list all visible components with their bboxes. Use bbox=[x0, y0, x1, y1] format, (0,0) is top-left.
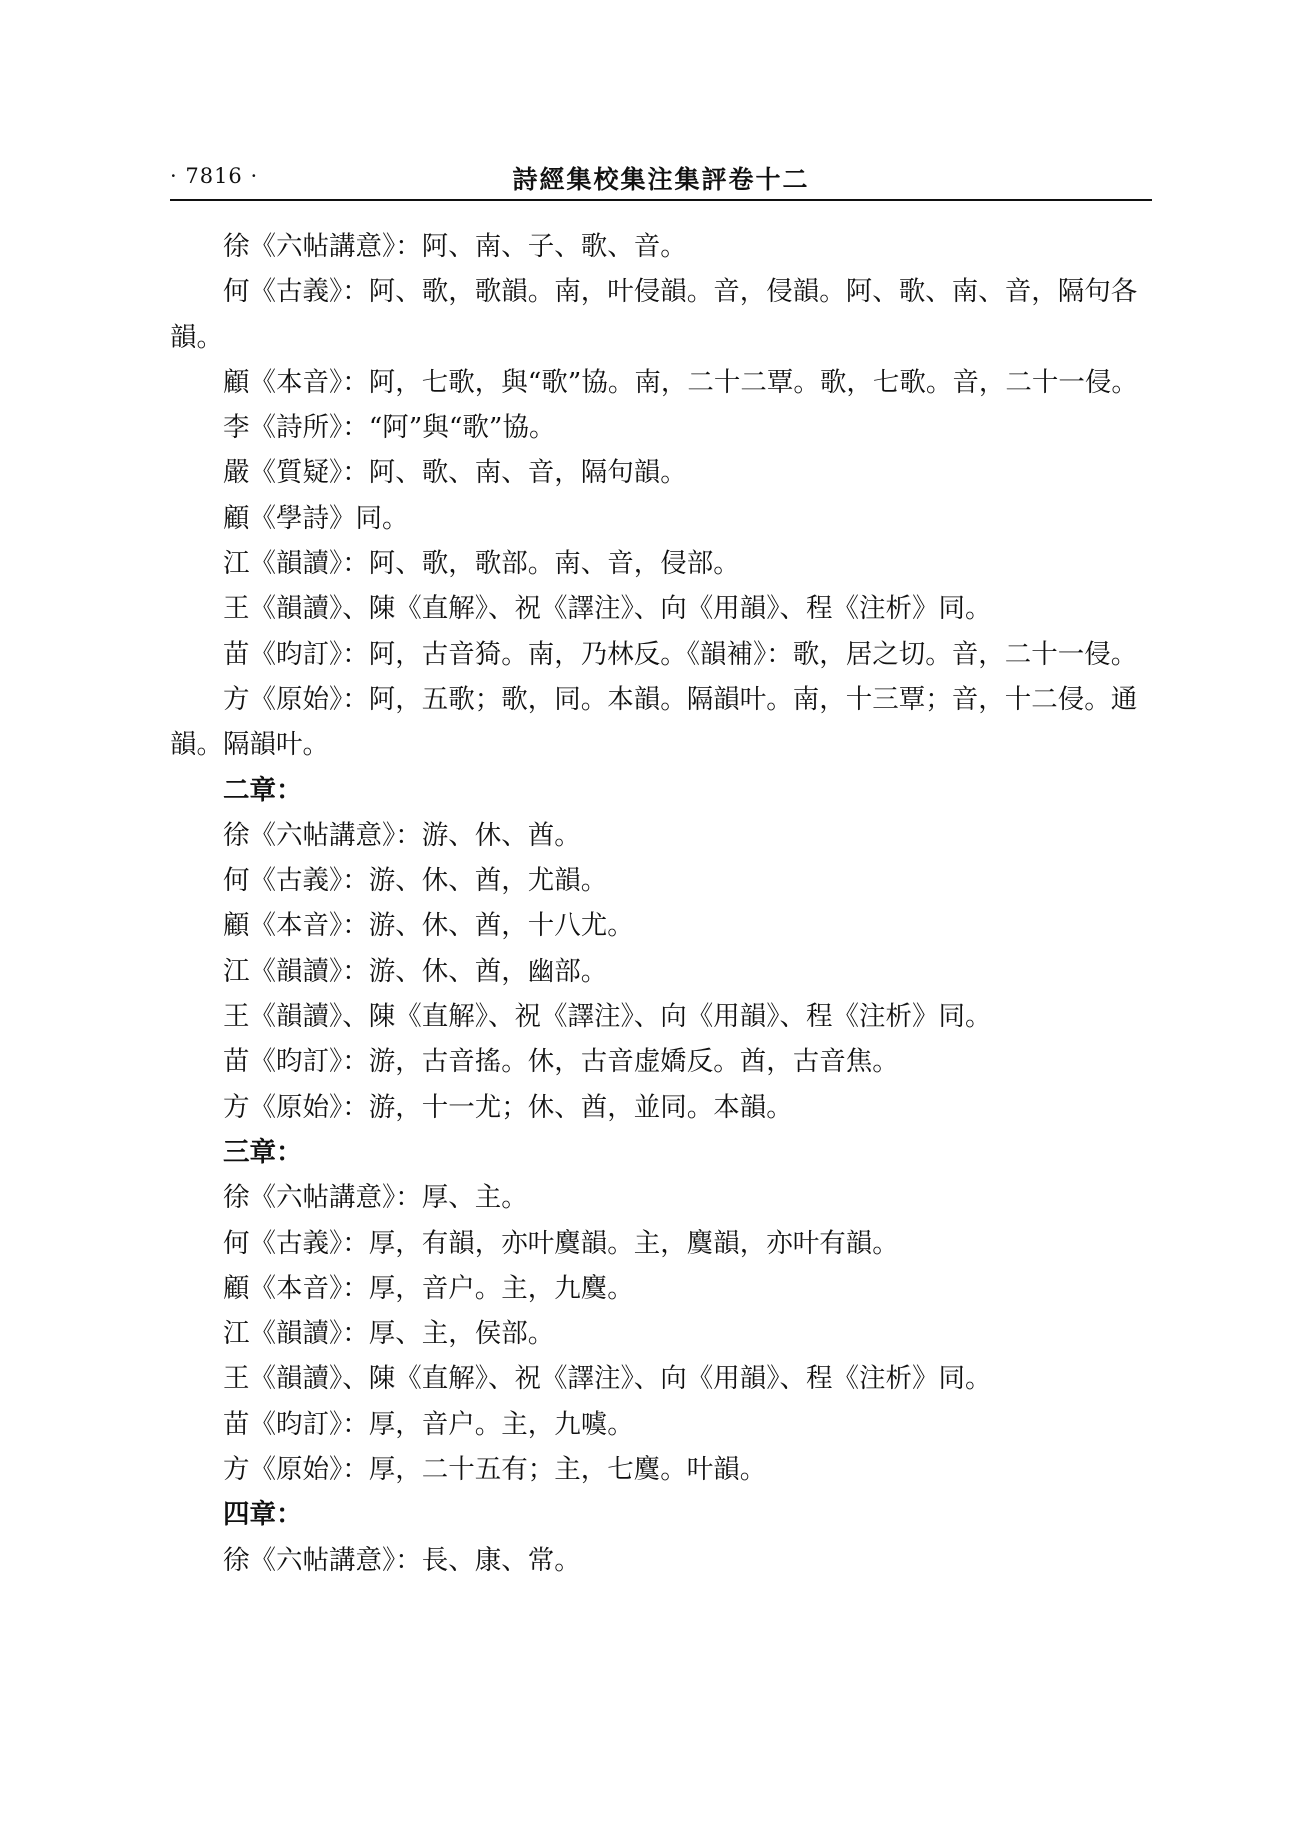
paragraph: 嚴《質疑》：阿、歌、南、音，隔句韻。 bbox=[223, 457, 687, 489]
paragraph: 苗《昀訂》：厚，音户。主，九噳。 bbox=[223, 1408, 634, 1440]
paragraph: 何《古義》：厚，有韻，亦叶麌韻。主，麌韻，亦叶有韻。 bbox=[223, 1227, 899, 1259]
paragraph: 徐《六帖講意》：厚、主。 bbox=[223, 1182, 528, 1214]
running-title: 詩經集校集注集評卷十二 bbox=[512, 165, 810, 194]
paragraph: 徐《六帖講意》：阿、南、子、歌、音。 bbox=[223, 231, 687, 262]
paragraph: 徐《六帖講意》：長、康、常。 bbox=[223, 1544, 581, 1576]
paragraph: 江《韻讀》：厚、主，侯部。 bbox=[223, 1318, 555, 1350]
paragraph: 方《原始》：游，十一尤；休、酋，並同。本韻。 bbox=[223, 1091, 793, 1123]
paragraph: 顧《本音》：阿，七歌，與“歌”協。南，二十二覃。歌，七歌。音，二十一侵。 bbox=[223, 366, 1138, 398]
paragraph: 王《韻讀》、陳《直解》、祝《譯注》、向《用韻》、程《注析》同。 bbox=[223, 593, 992, 625]
paragraph: 何《古義》：游、休、酋，尤韻。 bbox=[223, 865, 608, 897]
section-heading: 二章： bbox=[223, 774, 303, 806]
paragraph: 顧《本音》：厚，音户。主，九麌。 bbox=[223, 1272, 634, 1304]
paragraph: 苗《昀訂》：阿，古音猗。南，乃林反。《韻補》：歌，居之切。音，二十一侵。 bbox=[223, 638, 1138, 670]
paragraph: 王《韻讀》、陳《直解》、祝《譯注》、向《用韻》、程《注析》同。 bbox=[223, 1001, 992, 1033]
section-heading: 四章： bbox=[223, 1499, 303, 1531]
paragraph: 何《古義》：阿、歌，歌韻。南，叶侵韻。音，侵韻。阿、歌、南、音，隔句各韻。 bbox=[170, 276, 1138, 353]
paragraph: 苗《昀訂》：游，古音搖。休，古音虚嬌反。酋，古音焦。 bbox=[223, 1046, 899, 1078]
section-heading: 三章： bbox=[223, 1136, 303, 1168]
paragraph: 方《原始》：厚，二十五有；主，七麌。叶韻。 bbox=[223, 1454, 767, 1486]
header-rule bbox=[170, 199, 1152, 201]
page-body bbox=[170, 224, 1152, 1583]
page-header bbox=[170, 158, 1152, 198]
paragraph: 江《韻讀》：阿、歌，歌部。南、音，侵部。 bbox=[223, 548, 740, 580]
paragraph: 方《原始》：阿，五歌；歌，同。本韻。隔韻叶。南，十三覃；音，十二侵。通韻。隔韻叶。 bbox=[170, 683, 1138, 761]
page-number: · 7816 · bbox=[170, 164, 259, 188]
paragraph: 顧《學詩》同。 bbox=[223, 502, 409, 534]
paragraph: 李《詩所》：“阿”與“歌”協。 bbox=[223, 412, 556, 444]
paragraph: 顧《本音》：游、休、酋，十八尤。 bbox=[223, 910, 634, 942]
paragraph: 江《韻讀》：游、休、酋，幽部。 bbox=[223, 955, 608, 987]
paragraph: 王《韻讀》、陳《直解》、祝《譯注》、向《用韻》、程《注析》同。 bbox=[223, 1363, 992, 1395]
paragraph: 徐《六帖講意》：游、休、酋。 bbox=[223, 819, 581, 851]
